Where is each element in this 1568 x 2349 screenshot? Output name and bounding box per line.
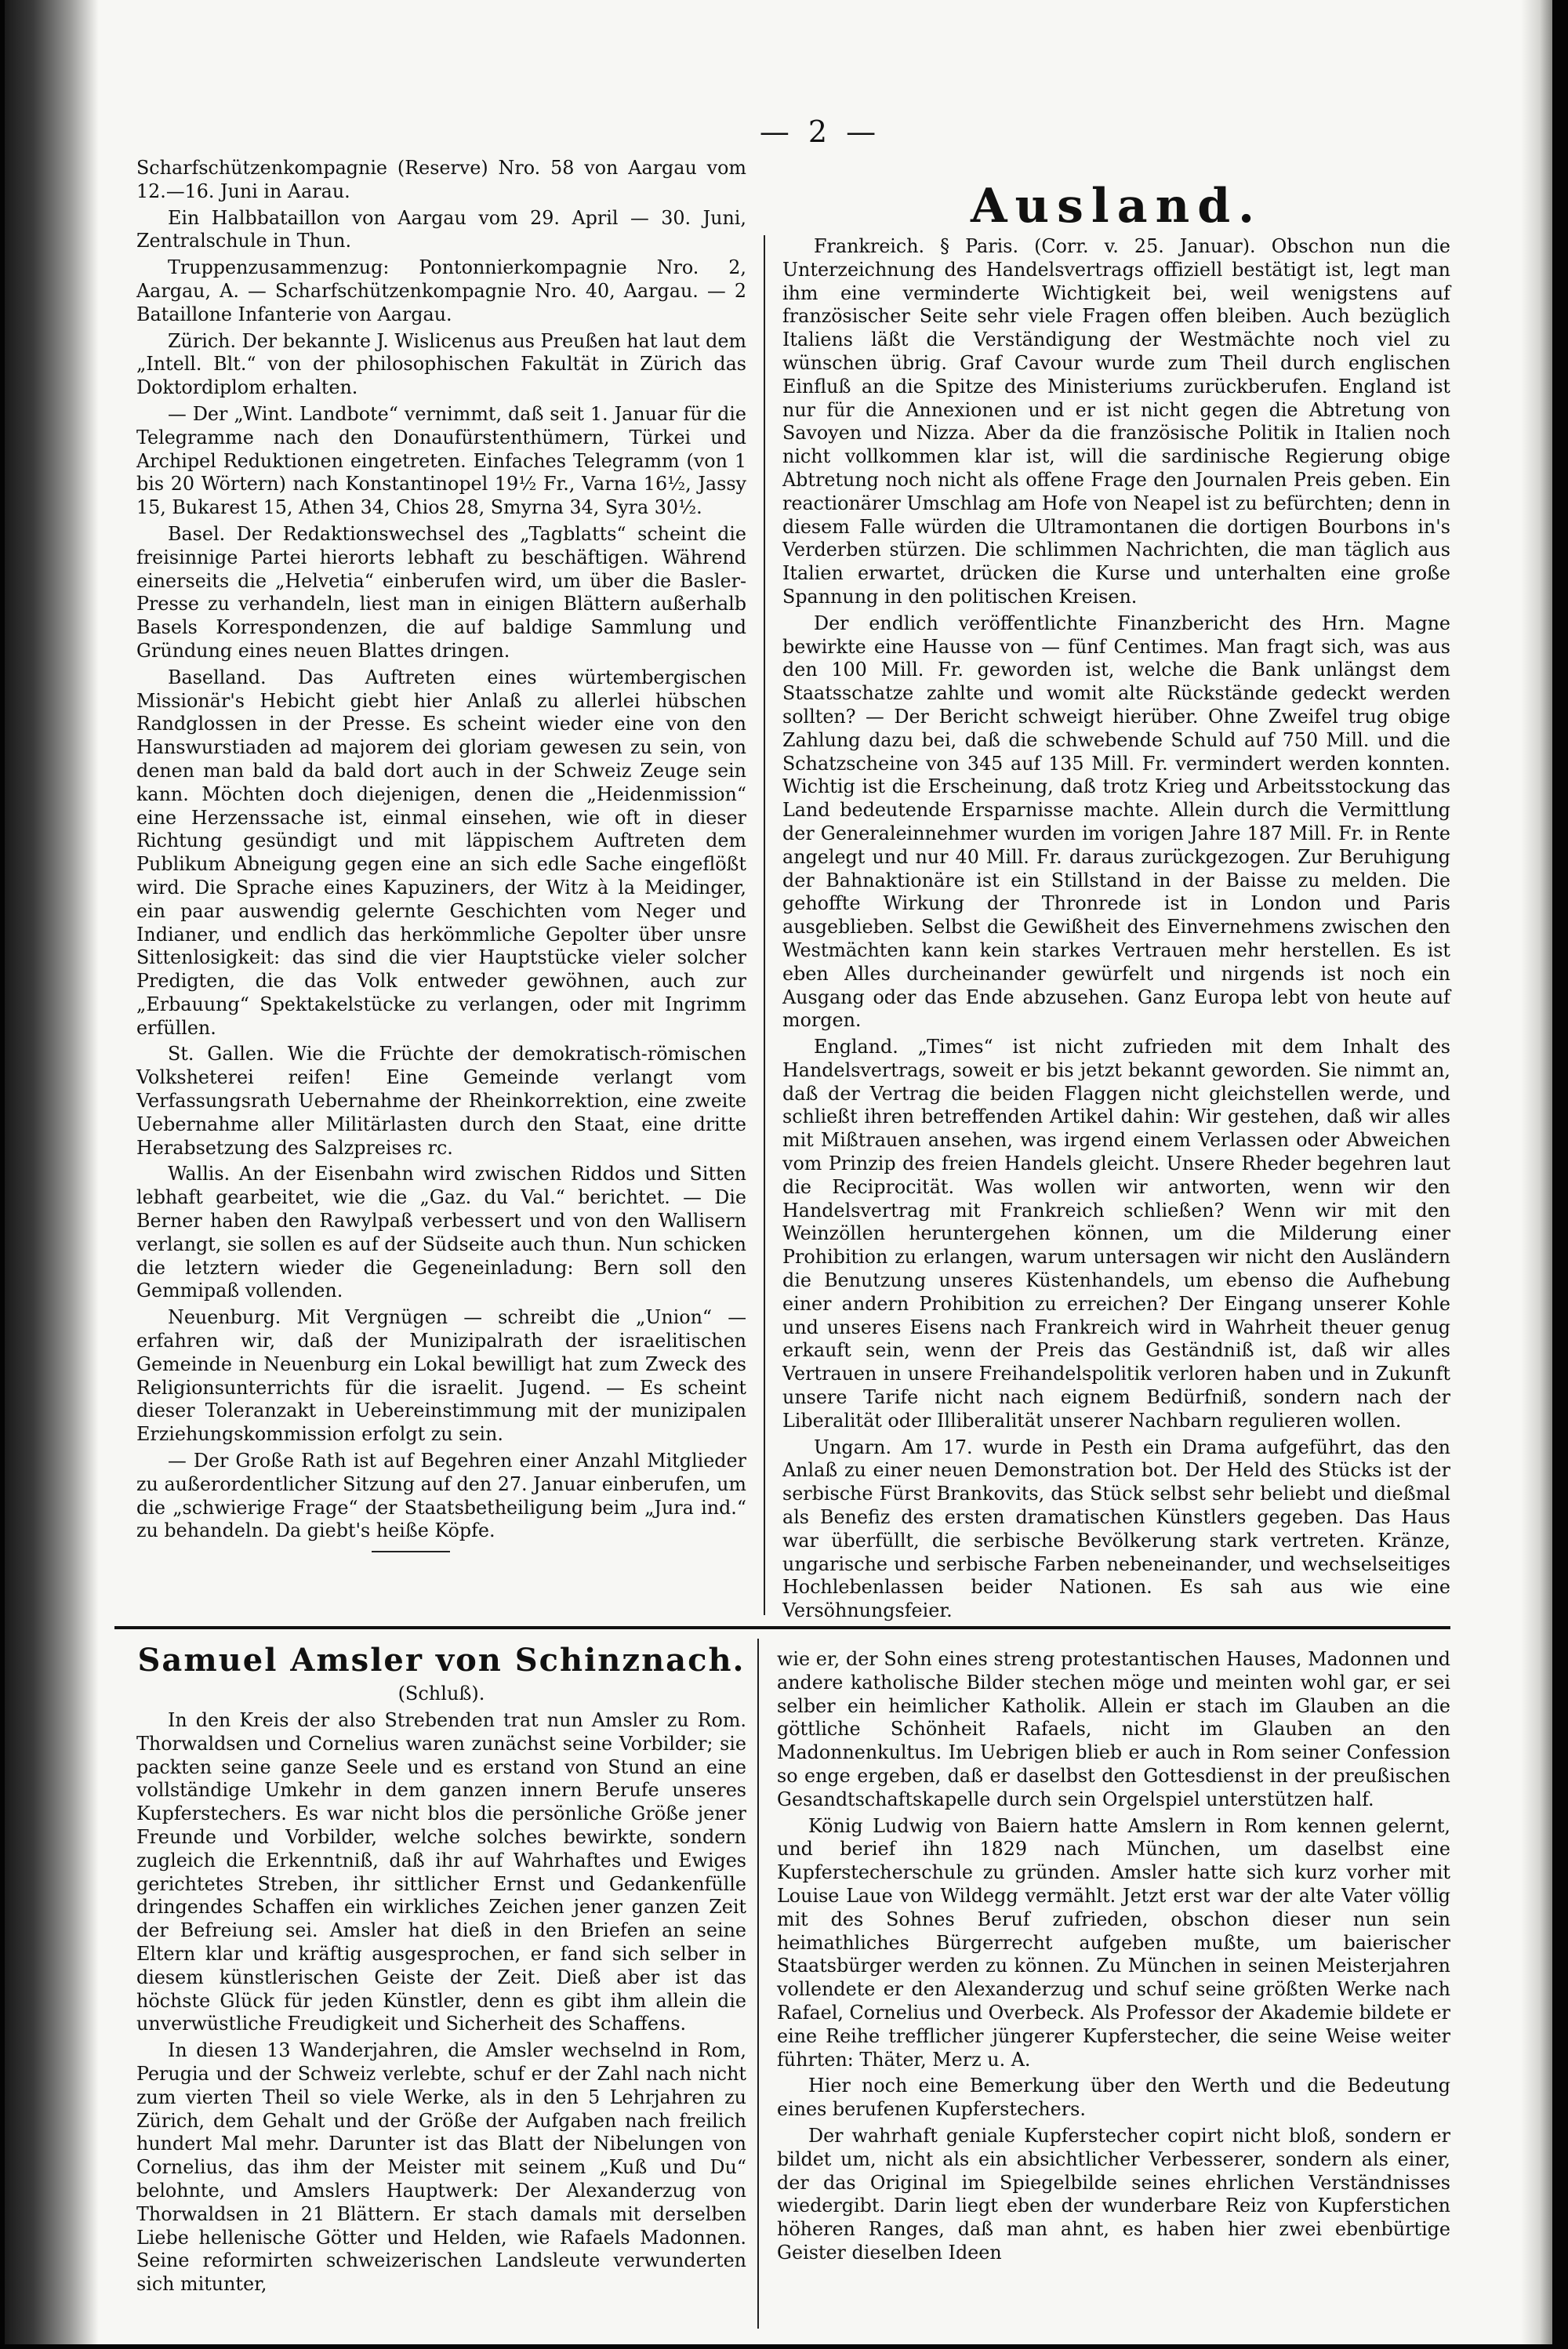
news-paragraph: England. „Times“ ist nicht zufrieden mit dem Inhalt des Handelsvertrags, soweit er bis jetzt bekannt geworden. Sie nimmt an, daß der Vertrag die beiden Flaggen nicht gleichstellen werde, und schließt ihren betreffenden Artikel dahin: Wir gestehen, daß wir alles mit Mißtrauen ansehen, was irgend einem Verlassen oder Abweichen vom Prinzip des freien Handels gleicht. Unsere Rheder begehren laut die Reciprocität. Was wollen wir antworten, wenn wir den Handelsvertrag mit Frankreich schließen? Wenn wir mit den Weinzöllen heruntergehen können, um die Milderung einer Prohibition zu erlangen, warum untersagen wir nicht den Ausländern die Benutzung unseres Küstenhandels, um ebenso die Aufhebung einer andern Prohibition zu erreichen? Der Eingang unserer Kohle und unseres Eisens nach Frankreich wird in Wahrheit theuer genug erkauft sein, wenn der Preis das Geständniß ist, daß wir alles Vertrauen in unsere Freihandelspolitik verloren haben und in Zukunft unsere Tarife nicht nach eignem Bedürfniß, sondern nach der Liberalität oder Illiberalität unserer Nachbarn regulieren wollen. [782, 1036, 1450, 1432]
news-paragraph: Scharfschützenkompagnie (Reserve) Nro. 58 von Aargau vom 12.—16. Juni in Aarau. [136, 157, 746, 202]
section-heading-ausland: Ausland. [970, 179, 1263, 234]
section-end-rule [372, 1551, 450, 1552]
news-paragraph: Wallis. An der Eisenbahn wird zwischen Riddos und Sitten lebhaft gearbeitet, wie die „Gaz. du Val.“ berichtet. — Die Berner haben den Rawylpaß verbessert und von den Wallisern verlangt, sie sollen es auf der Südseite auch thun. Nun schicken die letztern wieder die Gegeneinladung: Bern soll den Gemmipaß vollenden. [136, 1163, 746, 1302]
news-paragraph: Neuenburg. Mit Vergnügen — schreibt die „Union“ — erfahren wir, daß der Munizipalrath der israelitischen Gemeinde in Neuenburg ein Lokal bewilligt hat zum Zweck des Religionsunterrichts für die israelit. Jugend. — Es scheint dieser Toleranzakt in Uebereinstimmung mit der munizipalen Erziehungskommission erfolgt zu sein. [136, 1306, 746, 1446]
news-paragraph: Zürich. Der bekannte J. Wislicenus aus Preußen hat laut dem „Intell. Blt.“ von der philosophischen Fakultät in Zürich das Doktordiplom erhalten. [136, 329, 746, 399]
news-paragraph: Basel. Der Redaktionswechsel des „Tagblatts“ scheint die freisinnige Partei hierorts lebhaft zu beschäftigen. Während einerseits die „Helvetia“ einberufen wird, um über die Basler-Presse zu verhandeln, liest man in einigen Blättern außerhalb Basels Korrespondenzen, die auf baldige Sammlung und Gründung eines neuen Blattes dringen. [136, 522, 746, 662]
feuilleton-paragraph: Der wahrhaft geniale Kupferstecher copirt nicht bloß, sondern er bildet um, nicht als ein absichtlicher Verbesserer, sondern als einer, der das Original im Spiegelbilde seines ehrlichen Verständnisses wiedergibt. Darin liegt eben der wunderbare Reiz von Kupferstichen höheren Ranges, daß man ahnt, es haben hier zwei ebenbürtige Geister dieselben Ideen [777, 2124, 1450, 2264]
feuilleton-subtitle: (Schluß). [397, 1683, 485, 1705]
book-spine-shadow [5, 0, 99, 2344]
feuilleton-paragraph: In den Kreis der also Strebenden trat nun Amsler zu Rom. Thorwaldsen und Cornelius waren zunächst seine Vorbilder; sie packten seine ganze Seele und es erstand von Stund an eine vollständige Umkehr in dem ganzen innern Berufe unseres Kupferstechers. Es war nicht blos die persönliche Größe jener Freunde und Vorbilder, welche solches bewirkte, sondern zugleich die Erkenntniß, daß ihr auf Wahrhaftes und Ewiges gerichtetes Streben, ihr sittlicher Ernst und Gedankenfülle dringendes Schaffen ein wirkliches Zeichen jener ganzen Zeit der Befreiung sei. Amsler hat dieß in den Briefen an seine Eltern klar und kräftig ausgesprochen, er fand sich selber in diesem künstlerischen Geiste der Zeit. Dieß aber ist das höchste Glück für jeden Künstler, denn es gibt ihm allein die unverwüstliche Freudigkeit und Sicherheit des Schaffens. [136, 1709, 746, 2035]
right-news-column [782, 235, 1450, 1626]
column-divider [764, 235, 765, 1615]
feuilleton-title: Samuel Amsler von Schinznach. [137, 1642, 746, 1679]
news-paragraph: Baselland. Das Auftreten eines würtembergischen Missionär's Hebicht giebt hier Anlaß zu allerlei hübschen Randglossen in der Presse. Es scheint wieder eine von den Hanswurstiaden ad majorem dei gloriam gewesen zu sein, von denen man bald da bald dort auch in der Schweiz Zeuge sein kann. Möchten doch diejenigen, denen die „Heidenmission“ eine Herzenssache ist, einmal einsehen, wie oft in dieser Richtung gesündigt und mit läppischem Auftreten dem Publikum Abneigung gegen eine an sich edle Sache eingeflößt wird. Die Sprache eines Kapuziners, der Witz à la Meidinger, ein paar auswendig gelernte Geschichten vom Neger und Indianer, und endlich das herkömmliche Gepolter über unsre Sittenlosigkeit: das sind die vier Hauptstücke vieler solcher Predigten, die das Volk entweder gewöhnen, auch zur „Erbauung“ Spektakelstücke zu verlangen, oder mit Ingrimm erfüllen. [136, 666, 746, 1039]
feuilleton-paragraph: wie er, der Sohn eines streng protestantischen Hauses, Madonnen und andere katholische Bilder stechen möge und meinten wohl gar, er sei selber ein heimlicher Katholik. Allein er stach im Glauben an die göttliche Schönheit Rafaels, nicht im Glauben an den Madonnenkultus. Im Uebrigen blieb er auch in Rom seiner Confession so enge ergeben, daß er daselbst den Gottesdienst in der preußischen Gesandtschaftskapelle durch sein Orgelspiel unterstützen half. [777, 1648, 1450, 1810]
feuilleton-paragraph: Hier noch eine Bemerkung über den Werth und die Bedeutung eines berufenen Kupferstechers. [777, 2075, 1450, 2121]
feuilleton-paragraph: In diesen 13 Wanderjahren, die Amsler wechselnd in Rom, Perugia und der Schweiz verlebte, schuf er der Zahl nach nicht zum vierten Theil so viele Werke, als in den 5 Lehrjahren zu Zürich, dem Gehalt und der Größe der Aufgaben nach freilich hundert Mal mehr. Darunter ist das Blatt der Nibelungen von Cornelius, das ihm der Meister mit seinem „Kuß und Du“ belohnte, und Amslers Hauptwerk: Der Alexanderzug von Thorwaldsen in 21 Blättern. Er stach damals mit derselben Liebe hellenische Götter und Helden, wie Rafaels Madonnen. Seine reformirten schweizerischen Landsleute verwunderten sich mitunter, [136, 2039, 746, 2296]
newspaper-page [5, 0, 1552, 2344]
feuilleton-right-column [777, 1648, 1450, 2268]
feuilleton-left-column [136, 1709, 746, 2300]
page-number: — 2 — [759, 114, 881, 149]
feuilleton-paragraph: König Ludwig von Baiern hatte Amslern in Rom kennen gelernt, und berief ihn 1829 nach München, um daselbst eine Kupferstecherschule zu gründen. Amsler hatte sich kurz vorher mit Louise Laue von Wildegg vermählt. Jetzt erst war der alte Vater völlig mit des Sohnes Beruf zufrieden, obschon dieser nun sein heimathliches Bürgerrecht aufgeben mußte, um baierischer Staatsbürger werden zu können. Zu München in seinen Meisterjahren vollendete er den Alexanderzug und schuf seine größten Werke nach Rafael, Cornelius und Overbeck. Als Professor der Akademie bildete er eine Reihe trefflicher jüngerer Kupferstecher, die seine Weise weiter führten: Thäter, Merz u. A. [777, 1814, 1450, 2071]
news-paragraph: Ein Halbbataillon von Aargau vom 29. April — 30. Juni, Zentralschule in Thun. [136, 206, 746, 252]
feuilleton-column-divider [757, 1639, 759, 2329]
news-paragraph: Der endlich veröffentlichte Finanzbericht des Hrn. Magne bewirkte eine Hausse von — fünf Centimes. Man fragt sich, was aus den 100 Mill. Fr. geworden ist, welche die Bank unlängst dem Staatsschatze zahlte und womit alte Rückstände gedeckt werden sollten? — Der Bericht schweigt hierüber. Ohne Zweifel trug obige Zahlung dazu bei, daß die schwebende Schuld auf 750 Mill. und die Schatzscheine von 345 auf 135 Mill. Fr. vermindert werden konnten. Wichtig ist die Erscheinung, daß trotz Krieg und Arbeitsstockung das Land bedeutende Ersparnisse machte. Allein durch die Vermittlung der Generaleinnehmer wurden im vorigen Jahre 187 Mill. Fr. in Rente angelegt und nur 40 Mill. Fr. daraus zurückgezogen. Zur Beruhigung der Bahnaktionäre ist ein Stillstand in der Baisse zu melden. Die gehoffte Wirkung der Thronrede ist in London und Paris ausgeblieben. Selbst die Gewißheit des Einvernehmens zwischen den Westmächten kann kein starkes Vertrauen mehr herstellen. Es ist eben Alles durcheinander gewürfelt und nirgends ist noch ein Ausgang oder das Ende abzusehen. Ganz Europa lebt von heute auf morgen. [782, 612, 1450, 1032]
news-paragraph: — Der Große Rath ist auf Begehren einer Anzahl Mitglieder zu außerordentlicher Sitzung auf den 27. Januar einberufen, um die „schwierige Frage“ der Staatsbetheiligung beim „Jura ind.“ zu behandeln. Da giebt's heiße Köpfe. [136, 1450, 746, 1542]
feuilleton-separator [114, 1626, 1450, 1629]
news-paragraph: Ungarn. Am 17. wurde in Pesth ein Drama aufgeführt, das den Anlaß zu einer neuen Demonstration bot. Der Held des Stücks ist der serbische Fürst Brankovits, das Stück selbst sehr beliebt und dießmal als Benefiz des ersten dramatischen Künstlers gegeben. Das Haus war überfüllt, die serbische Bevölkerung stark vertreten. Kränze, ungarische und serbische Farben nebeneinander, und wechselseitiges Hochlebenlassen beider Nationen. Es sah aus wie eine Versöhnungsfeier. [782, 1436, 1450, 1622]
page-edge-shadow [1521, 0, 1552, 2344]
news-paragraph: Truppenzusammenzug: Pontonnierkompagnie Nro. 2, Aargau, A. — Scharfschützenkompagnie Nro. 40, Aargau. — 2 Bataillone Infanterie von Aargau. [136, 256, 746, 325]
left-news-column [136, 157, 746, 1546]
news-paragraph: St. Gallen. Wie die Früchte der demokratisch-römischen Volksheterei reifen! Eine Gemeinde verlangt vom Verfassungsrath Uebernahme der Rheinkorrektion, eine zweite Uebernahme aller Militärlasten durch den Staat, eine dritte Herabsetzung des Salzpreises rc. [136, 1043, 746, 1159]
news-paragraph: — Der „Wint. Landbote“ vernimmt, daß seit 1. Januar für die Telegramme nach den Donaufürstenthümern, Türkei und Archipel Reduktionen eingetreten. Einfaches Telegramm (von 1 bis 20 Wörtern) nach Konstantinopel 19½ Fr., Varna 16½, Jassy 15, Bukarest 15, Athen 34, Chios 28, Smyrna 34, Syra 30½. [136, 402, 746, 519]
news-paragraph: Frankreich. § Paris. (Corr. v. 25. Januar). Obschon nun die Unterzeichnung des Handelsvertrags offiziell bestätigt ist, legt man ihm eine verminderte Wichtigkeit bei, weil wenigstens auf französischer Seite sehr viele Fragen offen bleiben. Auch bezüglich Italiens läßt die Verständigung der Westmächte noch viel zu wünschen übrig. Graf Cavour wurde zum Theil durch englischen Einfluß an die Spitze des Ministeriums zurückberufen. England ist nur für die Annexionen und er ist nicht gegen die Abtretung von Savoyen und Nizza. Aber da die französische Politik in Italien noch nicht vollkommen klar ist, will die sardinische Regierung obige Abtretung noch nicht als offene Frage den Journalen Preis geben. Ein reactionärer Umschlag am Hofe von Neapel ist zu befürchten; denn in diesem Falle würden die Ultramontanen die dortigen Bourbons in's Verderben stürzen. Die schlimmen Nachrichten, die man täglich aus Italien erwartet, drücken die Kurse und unterhalten eine große Spannung in den politischen Kreisen. [782, 235, 1450, 608]
